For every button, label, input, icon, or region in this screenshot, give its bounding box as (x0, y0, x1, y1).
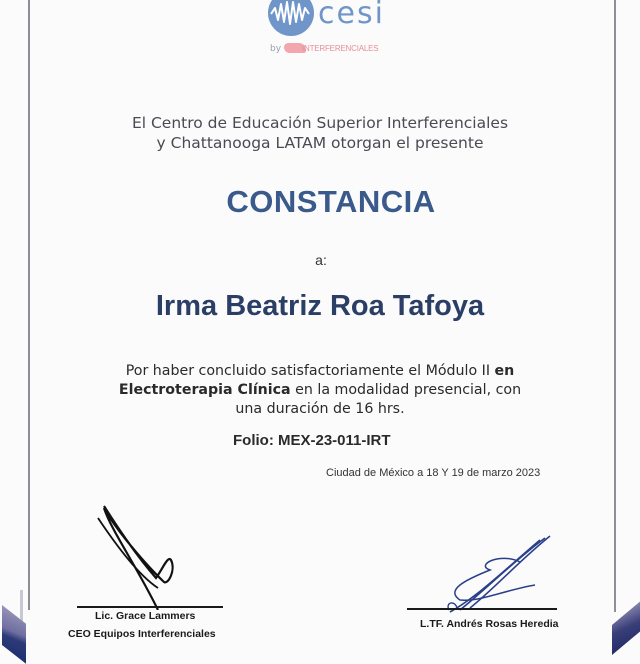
signature-scribble-right (405, 530, 565, 620)
intro-line-1: El Centro de Educación Superior Interferenciales (131, 114, 509, 132)
signature-block-left (68, 500, 226, 640)
body-part-2: en la modalidad presencial, con (290, 382, 522, 398)
signature-block-right (405, 530, 565, 640)
certificate-title: CONSTANCIA (226, 184, 436, 219)
certificate-body (80, 362, 560, 419)
logo-brand-text: INTERFERENCIALES (302, 44, 379, 53)
signature-line-right (407, 608, 557, 610)
signer-name-left: Lic. Grace Lammers (95, 610, 196, 622)
folio-number: Folio: MEX-23-011-IRT (233, 432, 391, 449)
place-and-date: Ciudad de México a 18 Y 19 de marzo 2023 (326, 467, 541, 479)
logo-wordmark: cesi (318, 0, 385, 31)
signer-name-right: L.TF. Andrés Rosas Heredia (420, 618, 559, 630)
waveform-icon (268, 0, 314, 36)
intro-line-2: y Chattanooga LATAM otorgan el presente (156, 134, 484, 152)
body-bold-1: en (494, 363, 515, 379)
signer-role-left: CEO Equipos Interferenciales (68, 628, 216, 640)
cesi-logo (268, 0, 388, 58)
logo-by-text: by (270, 44, 282, 54)
recipient-name: Irma Beatriz Roa Tafoya (155, 290, 485, 322)
body-course-name: Electroterapia Clínica (118, 382, 291, 398)
signature-line-left (77, 606, 223, 608)
corner-ribbon-right (612, 600, 640, 655)
to-label: a: (315, 252, 327, 268)
signature-scribble-left (76, 500, 226, 610)
body-part-1: Por haber concluido satisfactoriamente el Módulo II (125, 363, 495, 379)
body-part-3: una duración de 16 hrs. (235, 401, 405, 417)
